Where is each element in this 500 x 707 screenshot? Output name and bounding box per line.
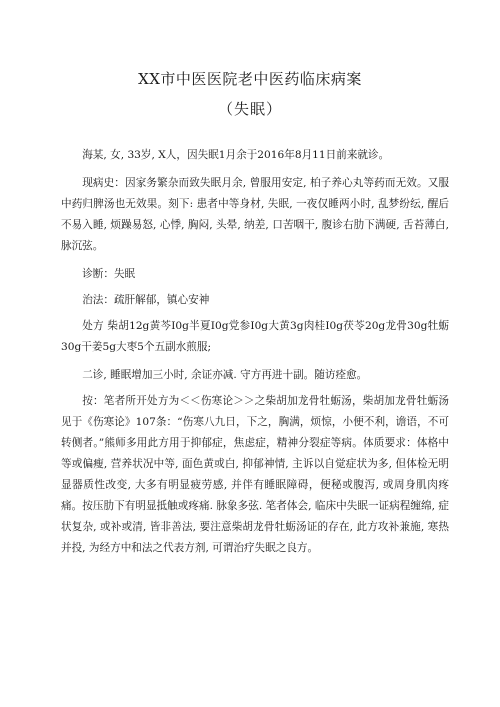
follow-up-paragraph: 二诊, 睡眠增加三小时, 余证亦减. 守方再进十副。随访痊愈。 — [82, 369, 368, 381]
treatment-method-paragraph: 治法：疏肝解郁，镇心安神 — [82, 294, 210, 306]
prescription-paragraph: 处方 柴胡12g黄芩I0g半夏I0g党参I0g大黄3g肉桂I0g茯苓20g龙骨30g牡蛎30g干姜5g大枣5个五副水煎服; — [61, 320, 449, 353]
document-body — [61, 145, 449, 566]
commentary-paragraph: 按：笔者所开处方为＜＜伤寒论＞＞之柴胡加龙骨牡蛎汤，柴胡加龙骨牡蛎汤见于《伤寒论》107条：“伤寒八九日，下之，胸满，烦惊，小便不利，谵语，不可转侧者。”熊师多用此方用于抑郁症，焦虑症，精神分裂症等病。体质要求：体格中等或偏瘦, 营养状况中等, 面色黄或白, 抑郁神情, 主诉以自觉症状为多, 但体检无明显器质性改变, 大多有明显疲劳感, 并伴有睡眠障碍，便秘或腹泻, 或周身肌肉疼痛。按压肋下有明显抵触或疼痛. 脉象多弦. 笔者体会, 临床中失眠一证病程缠绵, 症状复杂, 或补或清, 皆非善法, 要注意柴胡龙骨牡蛎汤证的存在, 此方攻补兼施, 寒热并投, 为经方中和法之代表方剂, 可谓治疗失眠之良方。 — [61, 395, 449, 554]
document-title: XX市中医医院老中医药临床病案 — [138, 70, 362, 88]
history-paragraph: 现病史：因家务繁杂而致失眠月余, 曾服用安定, 柏子养心丸等药而无效。又服中药归脾汤也无效果。刻下: 患者中等身材, 失眠, 一夜仅睡两小时, 乱梦纷纭, 醒后不易入睡, 烦躁易怒, 心悸, 胸闷, 头晕, 纳差, 口苦咽干, 腹诊右肋下满硬, 舌苔薄白, 脉沉弦。 — [61, 177, 449, 252]
document-subtitle: （失眠） — [217, 100, 282, 118]
diagnosis-paragraph: 诊断：失眠 — [82, 268, 136, 280]
patient-info-paragraph: 海某, 女, 33岁, X人，因失眠1月余于2016年8月11日前来就诊。 — [82, 149, 390, 161]
